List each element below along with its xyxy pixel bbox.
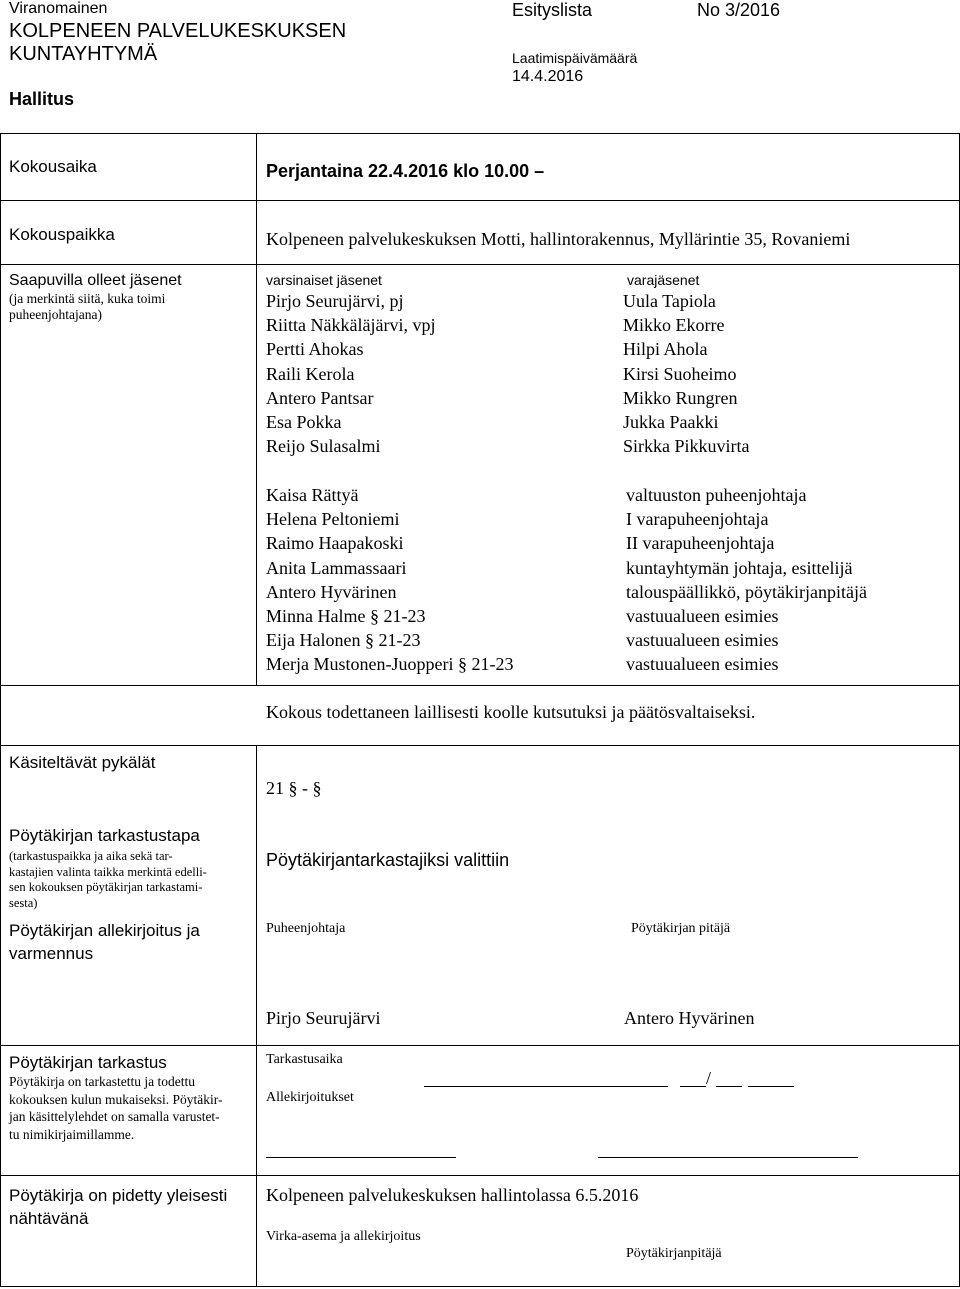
column-divider-upper [256, 133, 257, 685]
public-display-label-line: nähtävänä [9, 1209, 89, 1228]
table-bottom-border [0, 1286, 960, 1287]
date-value: 14.4.2016 [512, 68, 584, 85]
deputy-members-header: varajäsenet [627, 272, 700, 288]
body-name: Hallitus [9, 89, 75, 109]
review-signature-line-1 [266, 1157, 456, 1158]
member-regular: Antero Pantsar [266, 387, 374, 408]
member-deputy: Uula Tapiola [623, 291, 716, 311]
review-sublabel-line: tu nimikirjaimillamme. [9, 1126, 135, 1142]
review-year-line [748, 1086, 794, 1087]
attendees-sublabel-2: puheenjohtajana) [9, 307, 102, 322]
signatures-label-line: varmennus [9, 944, 94, 963]
member-regular: Reijo Sulasalmi [266, 436, 381, 457]
public-display-label-line: Pöytäkirja on pidetty yleisesti [9, 1186, 228, 1205]
table-top-border [0, 133, 960, 134]
member-deputy: Mikko Rungren [623, 387, 738, 408]
row-border-time [0, 200, 960, 201]
member-regular: Esa Pokka [266, 412, 342, 433]
review-method-sublabel-line: sen kokouksen pöytäkirjan tarkastami- [9, 880, 203, 894]
doc-number: No 3/2016 [697, 0, 781, 20]
meeting-place-value: Kolpeneen palvelukeskuksen Motti, hallintorakennus, Myllärintie 35, Rovaniemi [266, 229, 851, 249]
doc-type: Esityslista [512, 0, 593, 20]
review-date-slash: / [706, 1068, 712, 1088]
row-border-review [0, 1175, 960, 1176]
official-label: Virka-asema ja allekirjoitus [266, 1229, 421, 1244]
chair-name: Pirjo Seurujärvi [266, 1008, 381, 1028]
quorum-statement: Kokous todettaneen laillisesti koolle kutsutuksi ja päätösvaltaiseksi. [266, 702, 756, 722]
other-attendee-name: Kaisa Rättyä [266, 485, 359, 505]
meeting-time-value: Perjantaina 22.4.2016 klo 10.00 – [266, 161, 545, 181]
review-time-label: Tarkastusaika [266, 1052, 343, 1067]
public-display-value: Kolpeneen palvelukeskuksen hallintolassa 6.5.2016 [266, 1185, 639, 1205]
other-attendee-role: vastuualueen esimies [626, 630, 779, 651]
member-deputy: Sirkka Pikkuvirta [623, 436, 750, 457]
attendees-sublabel-1: (ja merkintä siitä, kuka toimi [9, 291, 166, 306]
org-label: Viranomainen [9, 0, 108, 17]
row-border-attendees [0, 685, 960, 686]
review-method-sublabel-line: kastajien valinta taikka merkintä edelli- [9, 864, 207, 879]
column-divider-lower [256, 745, 257, 1286]
other-attendee-name: Helena Peltoniemi [266, 509, 400, 530]
review-label: Pöytäkirjan tarkastus [9, 1053, 167, 1072]
other-attendee-role: I varapuheenjohtaja [626, 509, 769, 530]
sections-label: Käsiteltävät pykälät [9, 753, 156, 772]
member-deputy: Mikko Ekorre [623, 315, 725, 336]
deputy-members-list [623, 289, 750, 458]
review-sublabel-line: kokouksen kulun mukaiseksi. Pöytäkir- [9, 1091, 223, 1107]
regular-members-header: varsinaiset jäsenet [266, 272, 382, 288]
member-regular: Pertti Ahokas [266, 339, 364, 360]
review-time-line [424, 1086, 668, 1087]
review-method-sublabel [9, 849, 207, 911]
other-attendee-name: Antero Hyvärinen [266, 581, 397, 602]
secretary-title: Pöytäkirjanpitäjä [626, 1246, 722, 1261]
review-sublabel-line: jan käsittelylehdet on samalla varustet- [9, 1109, 220, 1124]
signatures-label-line: Pöytäkirjan allekirjoitus ja [9, 921, 200, 940]
review-method-sublabel-line: sesta) [9, 895, 38, 910]
other-attendee-name: Raimo Haapakoski [266, 533, 404, 554]
other-attendee-role: vastuualueen esimies [626, 654, 779, 675]
review-sublabel-line: Pöytäkirja on tarkastettu ja todettu [9, 1074, 195, 1089]
member-regular: Raili Kerola [266, 363, 355, 384]
signatures-label [9, 919, 200, 965]
date-label: Laatimispäivämäärä [512, 50, 638, 66]
org-name-line2: KUNTAYHTYMÄ [9, 43, 158, 65]
other-attendee-role: talouspäällikkö, pöytäkirjanpitäjä [626, 581, 867, 602]
other-attendee-role: kuntayhtymän johtaja, esittelijä [626, 557, 853, 578]
row-border-signatures [0, 1045, 960, 1046]
other-attendees-list [266, 483, 513, 677]
org-name-line1: KOLPENEEN PALVELUKESKUKSEN [9, 20, 347, 42]
other-attendee-name: Merja Mustonen-Juopperi § 21-23 [266, 654, 514, 675]
other-attendee-role: II varapuheenjohtaja [626, 533, 775, 554]
meeting-time-label: Kokousaika [9, 157, 97, 176]
review-method-sublabel-line: (tarkastuspaikka ja aika sekä tar- [9, 849, 173, 863]
member-deputy: Kirsi Suoheimo [623, 363, 737, 384]
regular-members-list [266, 289, 435, 458]
member-deputy: Jukka Paakki [623, 412, 719, 433]
other-attendee-role: valtuuston puheenjohtaja [626, 485, 807, 505]
row-border-place [0, 264, 960, 265]
review-month-line [716, 1086, 742, 1087]
chair-label: Puheenjohtaja [266, 921, 346, 936]
member-deputy: Hilpi Ahola [623, 339, 708, 360]
member-regular: Riitta Näkkäläjärvi, vpj [266, 315, 436, 336]
other-attendee-role: vastuualueen esimies [626, 606, 779, 627]
attendees-label: Saapuvilla olleet jäsenet [9, 272, 182, 289]
sections-value: 21 § - § [266, 778, 322, 798]
member-regular: Pirjo Seurujärvi, pj [266, 291, 404, 311]
public-display-label [9, 1184, 227, 1230]
secretary-label: Pöytäkirjan pitäjä [631, 921, 731, 936]
review-signature-line-2 [598, 1157, 858, 1158]
other-attendees-roles [626, 483, 867, 677]
other-attendee-name: Minna Halme § 21-23 [266, 606, 426, 627]
row-border-quorum [0, 745, 960, 746]
review-day-line [680, 1086, 706, 1087]
meeting-place-label: Kokouspaikka [9, 225, 115, 244]
table-left-border [0, 133, 1, 1286]
secretary-name: Antero Hyvärinen [624, 1008, 755, 1028]
other-attendee-name: Anita Lammassaari [266, 557, 407, 578]
review-sublabel [9, 1073, 222, 1143]
other-attendee-name: Eija Halonen § 21-23 [266, 630, 421, 651]
review-signatures-label: Allekirjoitukset [266, 1090, 354, 1105]
review-method-label: Pöytäkirjan tarkastustapa [9, 826, 200, 845]
review-method-value: Pöytäkirjantarkastajiksi valittiin [266, 850, 510, 870]
